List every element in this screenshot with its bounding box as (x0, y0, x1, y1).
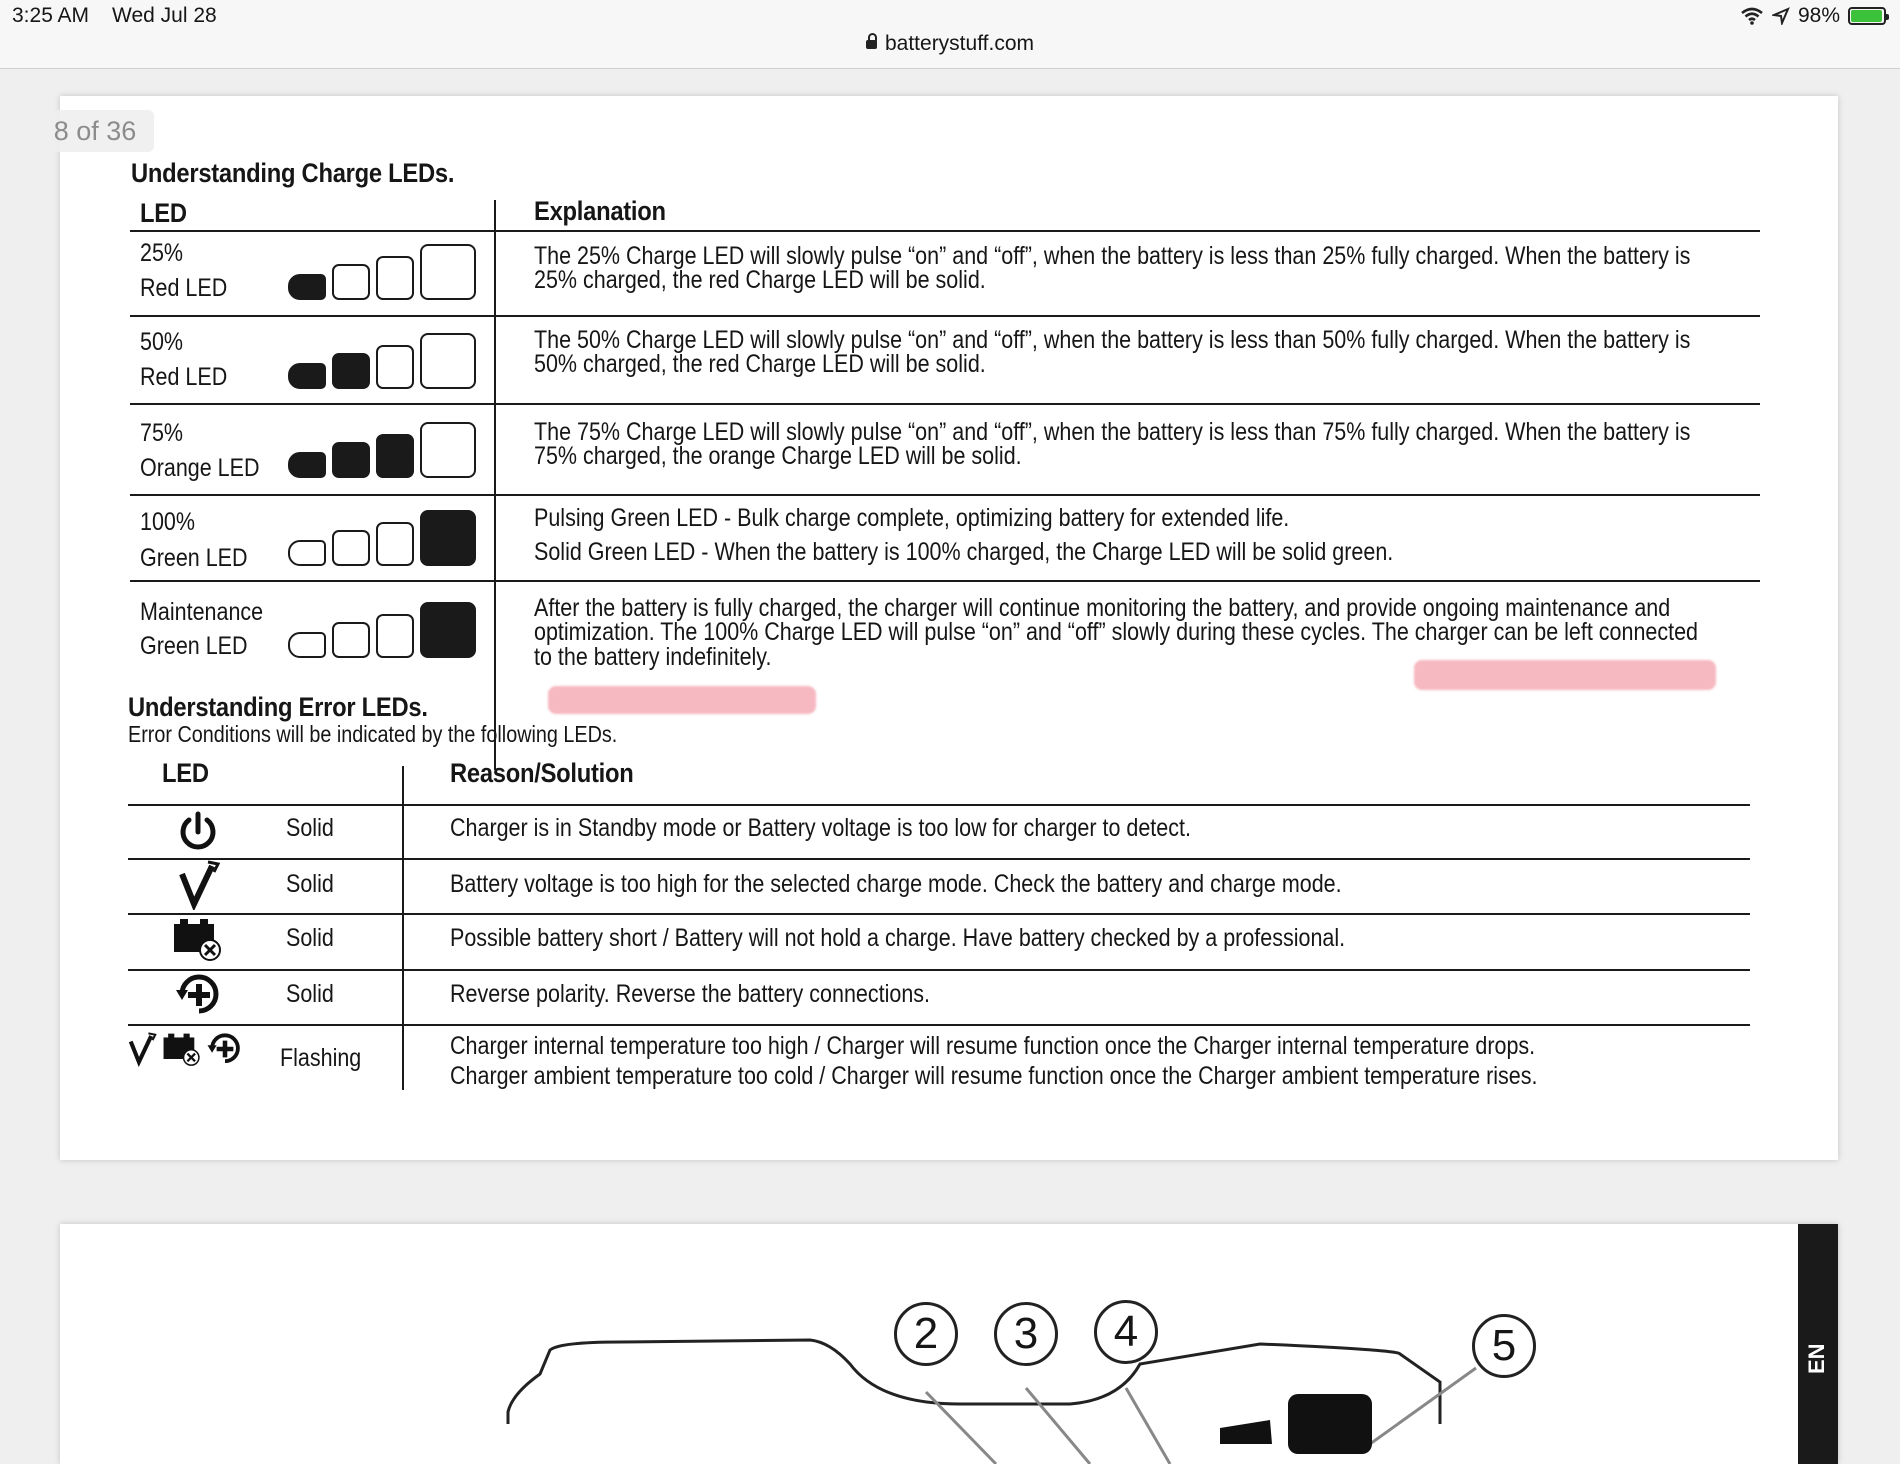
lock-icon (866, 40, 877, 49)
error-col-reason: Reason/Solution (450, 758, 634, 788)
divider (128, 804, 1750, 806)
callout-5: 5 (1472, 1314, 1536, 1378)
led-level: 100% (140, 508, 195, 536)
status-date: Wed Jul 28 (112, 4, 217, 27)
explanation-line: Solid Green LED - When the battery is 100% charged, the Charge LED will be solid green. (534, 538, 1394, 566)
led-state: Solid (286, 980, 334, 1008)
callout-4: 4 (1094, 1300, 1158, 1364)
reason-text: Charger ambient temperature too cold / Charger will resume function once the Charger ambient temperature rises. (450, 1062, 1538, 1090)
reason-text: Battery voltage is too high for the selected charge mode. Check the battery and charge mode. (450, 870, 1342, 898)
divider (128, 858, 1750, 860)
reason-text: Possible battery short / Battery will not hold a charge. Have battery checked by a professional. (450, 924, 1346, 952)
explanation-line: optimization. The 100% Charge LED will pulse “on” and “off” slowly during these cycles. The charger can be left connected (534, 618, 1699, 646)
reason-text: Charger is in Standby mode or Battery voltage is too low for charger to detect. (450, 814, 1191, 842)
charge-led-indicator-25 (288, 244, 476, 300)
charge-col-led: LED (140, 198, 187, 228)
charge-leds-title: Understanding Charge LEDs. (131, 158, 455, 188)
language-tab (1798, 1224, 1838, 1464)
explanation-line: to the battery indefinitely. (534, 643, 772, 671)
reverse-polarity-icon (206, 1030, 244, 1068)
charge-led-indicator-100 (288, 510, 476, 566)
charge-led-indicator-50 (288, 333, 476, 389)
page-indicator: 8 of 36 (36, 110, 154, 152)
divider (130, 230, 1760, 232)
led-level: 50% (140, 328, 184, 356)
led-level: 75% (140, 419, 184, 447)
divider (128, 913, 1750, 915)
column-divider (494, 200, 496, 770)
led-color: Green LED (140, 632, 248, 660)
divider (128, 969, 1750, 971)
explanation-line: 50% charged, the red Charge LED will be solid. (534, 350, 986, 378)
url-text: batterystuff.com (884, 32, 1034, 55)
status-time: 3:25 AM (12, 4, 90, 27)
led-color: Green LED (140, 544, 248, 572)
reverse-polarity-icon (174, 970, 224, 1020)
highlight-mark (1414, 660, 1716, 690)
manual-page-next (60, 1224, 1838, 1464)
battery-percent: 98% (1797, 4, 1840, 27)
voltage-high-icon (178, 860, 222, 910)
address-bar[interactable] (0, 32, 1900, 56)
error-leds-title: Understanding Error LEDs. (128, 692, 428, 722)
reason-text: Charger internal temperature too high / Charger will resume function once the Charger internal temperature drops. (450, 1032, 1536, 1060)
led-state: Solid (286, 814, 334, 842)
error-leds-subtitle: Error Conditions will be indicated by the following LEDs. (128, 721, 618, 747)
error-col-led: LED (162, 758, 209, 788)
location-icon (1772, 7, 1790, 25)
explanation-line: Pulsing Green LED - Bulk charge complete, optimizing battery for extended life. (534, 504, 1290, 532)
led-color: Red LED (140, 363, 228, 391)
led-color: Orange LED (140, 454, 260, 482)
explanation-line: After the battery is fully charged, the charger will continue monitoring the battery, and provide ongoing maintenance and (534, 594, 1671, 622)
column-divider (402, 766, 404, 1090)
led-state: Solid (286, 870, 334, 898)
power-icon (176, 810, 220, 854)
led-state: Solid (286, 924, 334, 952)
charge-led-indicator-maintenance (288, 602, 476, 658)
language-label: EN (1804, 1343, 1829, 1374)
explanation-line: 25% charged, the red Charge LED will be solid. (534, 266, 986, 294)
battery-icon (1848, 7, 1886, 25)
highlight-mark (548, 686, 816, 714)
callout-3: 3 (994, 1302, 1058, 1366)
divider (130, 494, 1760, 496)
voltage-high-icon (128, 1031, 158, 1067)
explanation-line: The 75% Charge LED will slowly pulse “on” and “off”, when the battery is less than 75% fully charged. When the battery is (534, 418, 1691, 446)
led-state: Flashing (280, 1044, 362, 1072)
divider (130, 315, 1760, 317)
callout-2: 2 (894, 1302, 958, 1366)
led-level: Maintenance (140, 598, 264, 626)
manual-page (60, 96, 1838, 1160)
charge-led-indicator-75 (288, 422, 476, 478)
all-error-icons (128, 1030, 244, 1068)
divider (130, 580, 1760, 582)
explanation-line: The 25% Charge LED will slowly pulse “on” and “off”, when the battery is less than 25% fully charged. When the battery is (534, 242, 1691, 270)
explanation-line: The 50% Charge LED will slowly pulse “on” and “off”, when the battery is less than 50% fully charged. When the battery is (534, 326, 1691, 354)
status-bar (0, 0, 1900, 69)
divider (130, 403, 1760, 405)
explanation-line: 75% charged, the orange Charge LED will be solid. (534, 442, 1022, 470)
reason-text: Reverse polarity. Reverse the battery connections. (450, 980, 931, 1008)
battery-fault-icon (172, 916, 224, 962)
status-indicators (1740, 4, 1886, 28)
wifi-icon (1740, 7, 1764, 25)
charge-col-explanation: Explanation (534, 196, 666, 226)
led-color: Red LED (140, 274, 228, 302)
battery-fault-icon (162, 1031, 202, 1067)
led-level: 25% (140, 239, 184, 267)
divider (128, 1024, 1750, 1026)
